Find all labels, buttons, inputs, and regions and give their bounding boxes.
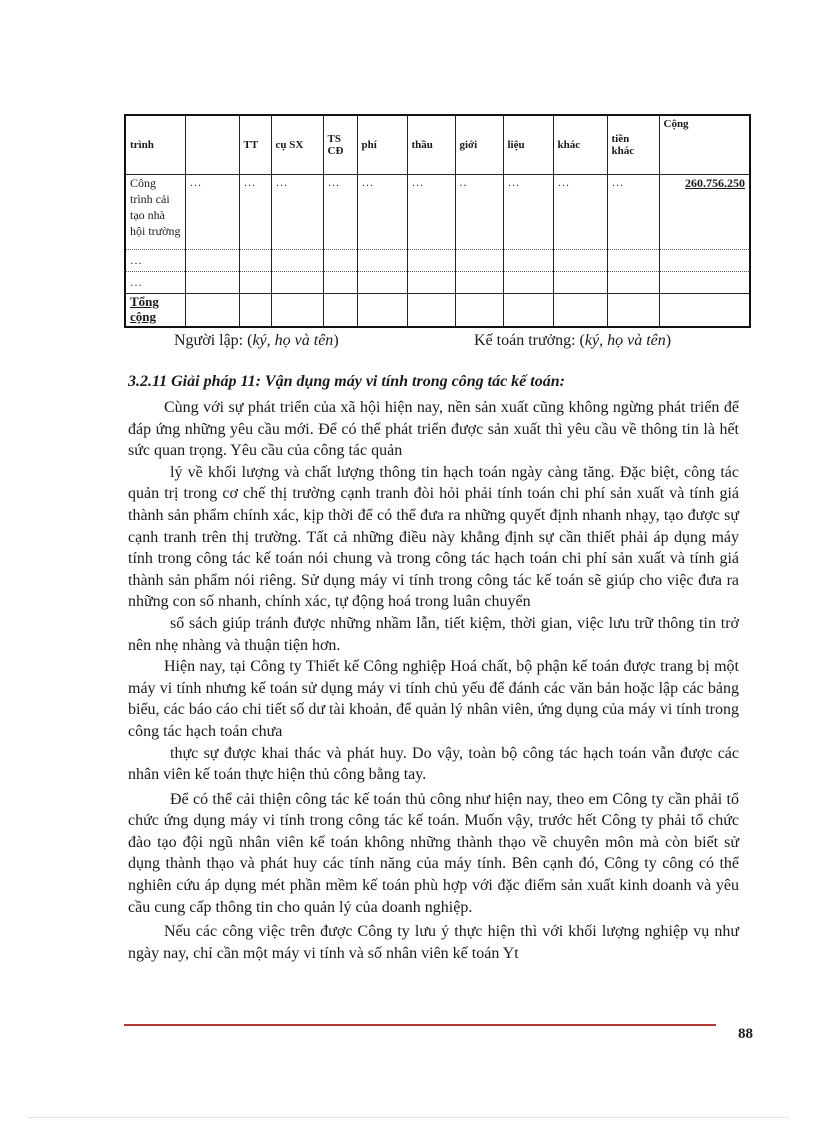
- paragraph: Để có thể cải thiện công tác kế toán thủ công như hiện nay, theo em Công ty cần phải tổ chức ứng dụng máy vi tính trong công tác kế toán. Muốn vậy, trước hết Công ty phải tổ chức đào tạo đội ngũ nhân viên kế toán không những thành thạo về chuyên môn mà còn biết sử dụng thành thạo và phát huy các tính năng của máy tính. Bên cạnh đó, Công ty công có thể nghiên cứu áp dụng mét phần mềm kế toán phù hợp với đặc điểm sản xuất kinh doanh và yêu cầu cung cấp thông tin cho quản lý của doanh nghiệp.: [128, 790, 739, 916]
- table-cell: [407, 294, 455, 328]
- table-cell: [357, 250, 407, 272]
- table-cell: [607, 250, 659, 272]
- table-cell: [607, 272, 659, 294]
- footer-rule: [124, 1024, 716, 1026]
- table-cell: [455, 250, 503, 272]
- table-cell: …: [185, 175, 239, 250]
- table-cell: [239, 250, 271, 272]
- table-cell: [185, 250, 239, 272]
- paragraph: sổ sách giúp tránh được những nhầm lẫn, tiết kiệm, thời gian, việc lưu trữ thông tin trở nên nhẹ nhàng và thuận tiện hơn.: [128, 614, 739, 654]
- paragraph: lý về khối lượng và chất lượng thông tin hạch toán ngày càng tăng. Đặc biệt, công tác quản trị trong cơ chế thị trường cạnh tranh đòi hỏi phải tính toán chi phí sản xuất và tính giá thành sản phẩm chính xác, kịp thời để có thể đưa ra những quyết định nhanh nhạy, tạo được sự cạnh tranh trên thị trường. Tất cả những điều này khẳng định sự cần thiết phải áp dụng máy tính trong công tác kế toán nói chung và trong công tác hạch toán chi phí sản xuất và tính giá thành sản phẩm nói riêng. Sử dụng máy vi tính trong công tác kế toán sẽ giúp cho việc đưa ra những con số nhanh, chính xác, tự động hoá trong luân chuyển: [128, 463, 739, 611]
- table-cell: [455, 272, 503, 294]
- table-cell: [357, 294, 407, 328]
- header-cell: giới: [455, 115, 503, 175]
- chief-accountant-signature: [474, 332, 671, 350]
- header-cell: TT: [239, 115, 271, 175]
- row-total: [659, 272, 750, 294]
- row-total: [659, 250, 750, 272]
- table-header-row: [125, 115, 750, 175]
- table-cell: …: [607, 175, 659, 250]
- table-cell: …: [239, 175, 271, 250]
- paragraph: thực sự được khai thác và phát huy. Do vậy, toàn bộ công tác hạch toán vẫn được các nhân viên kế toán thực hiện thủ công bằng tay.: [128, 744, 739, 784]
- table-cell: [323, 294, 357, 328]
- table-cell: [239, 294, 271, 328]
- chief-label: Kế toán trưởng: (: [474, 332, 585, 349]
- table-cell: ..: [455, 175, 503, 250]
- header-cell: TS CĐ: [323, 115, 357, 175]
- table-cell: …: [553, 175, 607, 250]
- page-number: 88: [738, 1026, 753, 1042]
- table-row: [125, 175, 750, 250]
- table-cell: [455, 294, 503, 328]
- header-cell: trình: [125, 115, 185, 175]
- table-cell: [407, 250, 455, 272]
- table-row: [125, 272, 750, 294]
- table-cell: …: [357, 175, 407, 250]
- table-cell: [607, 294, 659, 328]
- table-cell: [239, 272, 271, 294]
- row-name: …: [125, 272, 185, 294]
- paragraph: Cùng với sự phát triển của xã hội hiện nay, nền sản xuất cũng không ngừng phát triển để đáp ứng những yêu cầu mới. Để có thể phát triển được sản xuất thì yêu cầu về thông tin là hết sức quan trọng. Yêu cầu của công tác quản: [128, 399, 739, 460]
- table-cell: …: [503, 175, 553, 250]
- table-cell: [271, 272, 323, 294]
- table-cell: [553, 272, 607, 294]
- table-cell: [323, 272, 357, 294]
- table-cell: [503, 250, 553, 272]
- table-cell: [323, 250, 357, 272]
- row-total: 260.756.250: [659, 175, 750, 250]
- table-cell: [553, 250, 607, 272]
- row-name: …: [125, 250, 185, 272]
- header-cell: [185, 115, 239, 175]
- cost-table: [124, 114, 751, 328]
- row-total: [659, 294, 750, 328]
- table-cell: [357, 272, 407, 294]
- paragraph: Nếu các công việc trên được Công ty lưu ý thực hiện thì với khối lượng nghiệp vụ như ngày nay, chỉ cần một máy vi tính và số nhân viên kế toán Yt: [128, 923, 739, 962]
- header-cell-total: Cộng: [659, 115, 750, 175]
- table-cell: [503, 294, 553, 328]
- header-cell: liệu: [503, 115, 553, 175]
- table-cell: [185, 294, 239, 328]
- preparer-close: ): [333, 332, 339, 349]
- table-cell: …: [323, 175, 357, 250]
- row-name: Công trình cải tạo nhà hội trường: [125, 175, 185, 250]
- table-cell: [503, 272, 553, 294]
- preparer-label: Người lập: (: [174, 332, 253, 349]
- table-cell: …: [407, 175, 455, 250]
- table-cell: …: [271, 175, 323, 250]
- header-cell: khác: [553, 115, 607, 175]
- table-cell: [185, 272, 239, 294]
- header-cell: thầu: [407, 115, 455, 175]
- table-row-sum: [125, 294, 750, 328]
- header-cell: cụ SX: [271, 115, 323, 175]
- header-cell: phí: [357, 115, 407, 175]
- body-text: [128, 397, 739, 964]
- sum-label: Tổng cộng: [125, 294, 185, 328]
- page-edge-line: [28, 1117, 788, 1118]
- paragraph: Hiện nay, tại Công ty Thiết kế Công nghiệp Hoá chất, bộ phận kế toán được trang bị một máy vi tính nhưng kế toán sử dụng máy vi tính chủ yếu để đánh các văn bản hoặc lập các bảng biểu, các báo cáo chi tiết số dư tài khoản, để quản lý nhân viên, ứng dụng của máy vi tính trong công tác hạch toán chưa: [128, 658, 739, 740]
- table-cell: [271, 294, 323, 328]
- header-cell: tiền khác: [607, 115, 659, 175]
- table-row: [125, 250, 750, 272]
- preparer-signature: [174, 332, 339, 350]
- table-cell: [407, 272, 455, 294]
- table-cell: [271, 250, 323, 272]
- table-cell: [553, 294, 607, 328]
- chief-close: ): [665, 332, 672, 349]
- section-heading: 3.2.11 Giải pháp 11: Vận dụng máy vi tính trong công tác kế toán:: [128, 373, 565, 390]
- preparer-hint: ký, họ và tên: [252, 332, 334, 349]
- chief-hint: ký, họ và tên: [584, 332, 666, 349]
